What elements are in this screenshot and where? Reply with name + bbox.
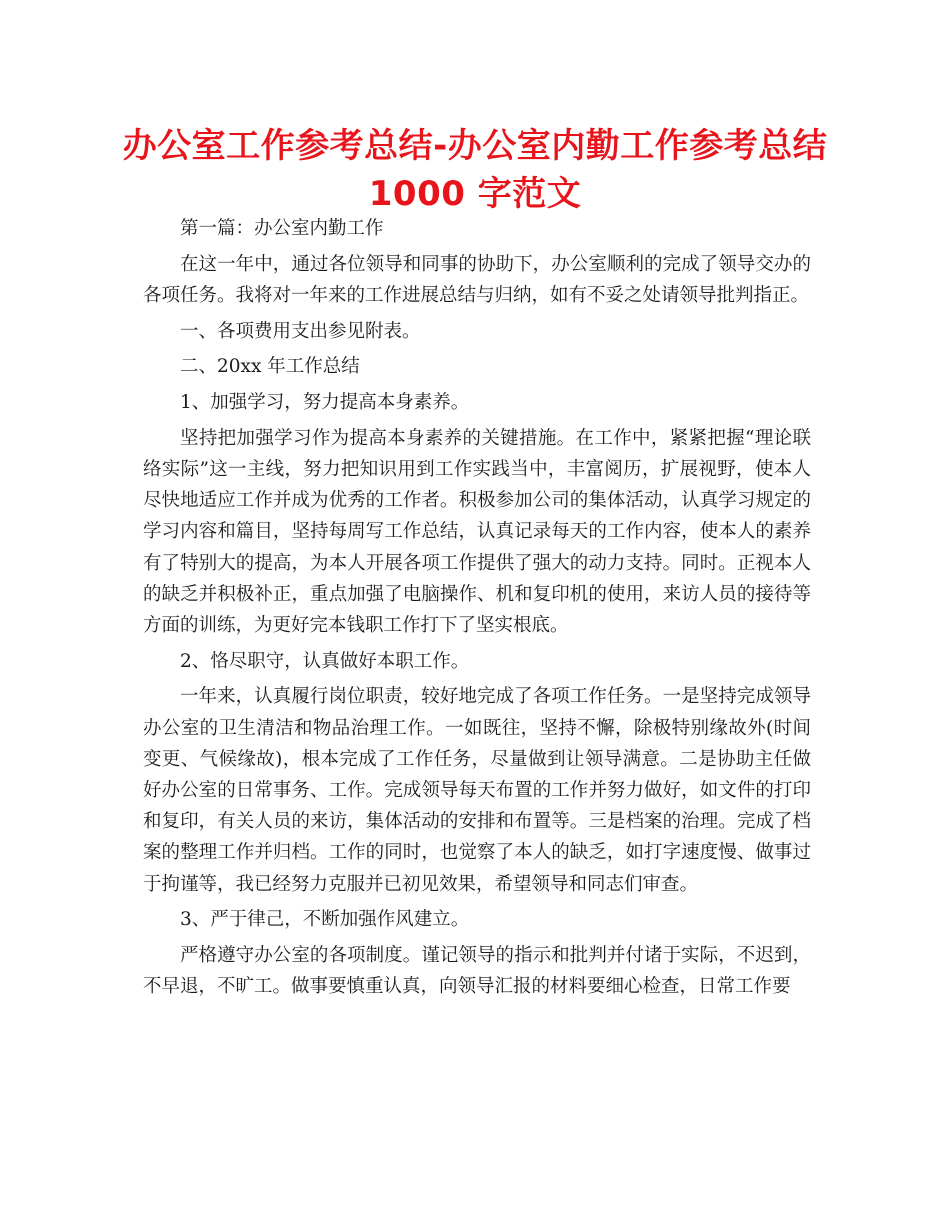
title-line-1: 办公室工作参考总结-办公室内勤工作参考总结 xyxy=(122,126,828,166)
list-heading: 一、各项费用支出参见附表。 xyxy=(180,320,421,342)
paragraph: 一年来，认真履行岗位职责，较好地完成了各项工作任务。一是坚持完成领导办公室的卫生清洁和物品治理工作。一如既往，坚持不懈，除极特别缘故外(时间变更、气候缘故)，根本完成了工作任务，尽量做到让领导满意。二是协助主任做好办公室的日常事务、工作。完成领导每天布置的工作并努力做好，如文件的打印和复印，有关人员的来访，集体活动的安排和布置等。三是档案的治理。完成了档案的整理工作并归档。工作的同时，也觉察了本人的缺乏，如打字速度慢、做事过于拘谨等，我已经努力克服并已初见效果，希望领导和同志们审查。 xyxy=(143,686,811,895)
section-heading: 第一篇：办公室内勤工作 xyxy=(180,218,384,239)
document-body xyxy=(143,213,811,1002)
list-heading: 二、20xx 年工作总结 xyxy=(180,356,360,378)
sub-heading: 3、严于律己，不断加强作风建立。 xyxy=(180,909,470,931)
document-title xyxy=(100,122,850,218)
paragraph: 在这一年中，通过各位领导和同事的协助下，办公室顺利的完成了领导交办的各项任务。我将对一年来的工作进展总结与归纳，如有不妥之处请领导批判指正。 xyxy=(143,253,811,306)
sub-heading: 2、恪尽职守，认真做好本职工作。 xyxy=(180,650,470,672)
paragraph: 严格遵守办公室的各项制度。谨记领导的指示和批判并付诸于实际，不迟到，不早退，不旷工。做事要慎重认真，向领导汇报的材料要细心检查，日常工作要 xyxy=(143,944,811,998)
paragraph: 坚持把加强学习作为提高本身素养的关键措施。在工作中，紧紧把握“理论联络实际”这一主线，努力把知识用到工作实践当中，丰富阅历，扩展视野，使本人尽快地适应工作并成为优秀的工作者。积极参加公司的集体活动，认真学习规定的学习内容和篇目，坚持每周写工作总结，认真记录每天的工作内容，使本人的素养有了特别大的提高，为本人开展各项工作提供了强大的动力支持。同时。正视本人的缺乏并积极补正，重点加强了电脑操作、机和复印机的使用，来访人员的接待等方面的训练，为更好完本钱职工作打下了坚实根底。 xyxy=(143,427,811,636)
sub-heading: 1、加强学习，努力提高本身素养。 xyxy=(180,392,470,414)
title-line-2: 1000 字范文 xyxy=(368,174,582,214)
